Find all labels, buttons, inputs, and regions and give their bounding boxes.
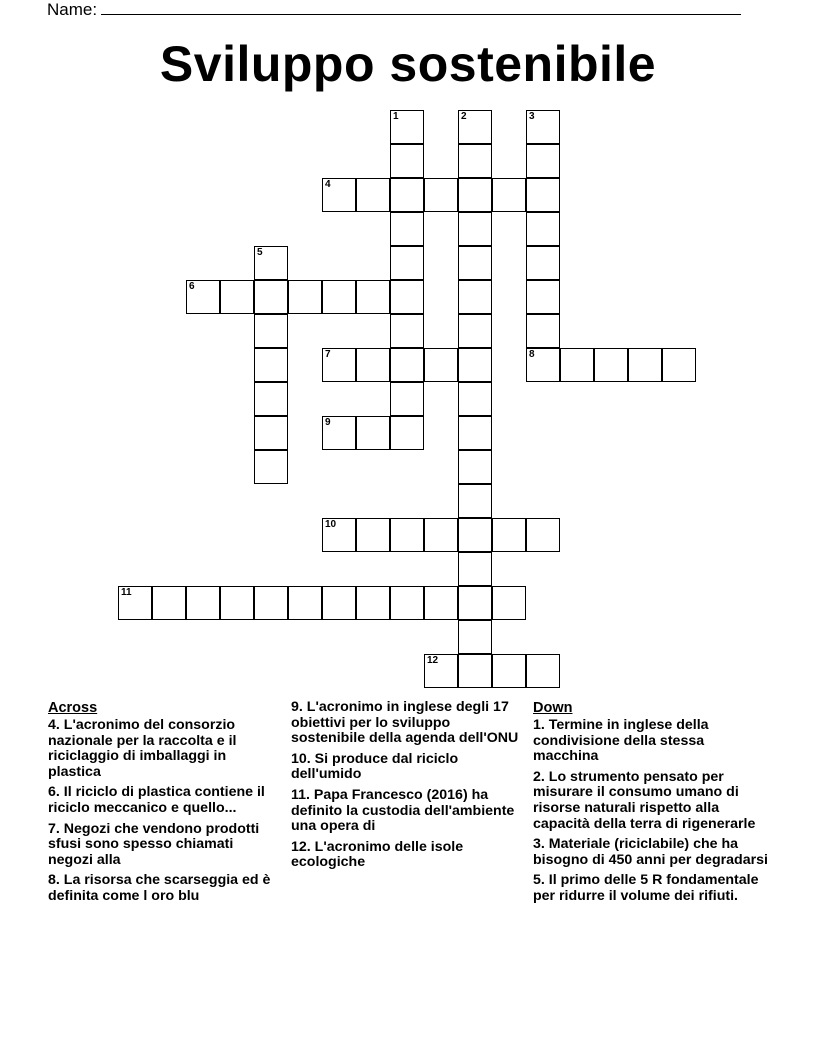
- grid-cell[interactable]: [458, 450, 492, 484]
- clue-number: 1: [393, 111, 399, 122]
- grid-cell[interactable]: [458, 416, 492, 450]
- grid-cell[interactable]: [254, 246, 288, 280]
- grid-cell[interactable]: [458, 348, 492, 382]
- clue-number: 11.: [291, 786, 310, 803]
- clue-text: Lo strumento pensato per misurare il consumo umano di risorse naturali rispetto alla capacità della terra di rigenerarle: [533, 768, 756, 832]
- grid-cell[interactable]: [390, 178, 424, 212]
- clue-text: Negozi che vendono prodotti sfusi sono spesso chiamati negozi alla: [48, 820, 260, 868]
- clue-text: Si produce dal riciclo dell'umido: [291, 750, 459, 783]
- grid-cell[interactable]: [322, 416, 356, 450]
- grid-cell[interactable]: [254, 416, 288, 450]
- across-clue-list-continued: [291, 700, 519, 871]
- clue-number: 3: [529, 111, 535, 122]
- clue-number: 3.: [533, 836, 545, 853]
- clue-text: L'acronimo in inglese degli 17 obiettivi per lo sviluppo sostenibile della agenda dell'ONU: [291, 699, 519, 747]
- grid-cell[interactable]: [458, 212, 492, 246]
- across-column: [48, 700, 280, 910]
- grid-cell[interactable]: [492, 178, 526, 212]
- clue-item: [291, 752, 519, 783]
- grid-cell[interactable]: [322, 280, 356, 314]
- clue-number: 9.: [291, 699, 303, 715]
- grid-cell[interactable]: [254, 280, 288, 314]
- grid-cell[interactable]: [390, 212, 424, 246]
- clue-text: Materiale (riciclabile) che ha bisogno di 450 anni per degradarsi: [533, 836, 768, 868]
- down-heading: Down: [533, 700, 573, 716]
- clue-number: 1.: [533, 717, 545, 733]
- grid-cell[interactable]: [390, 144, 424, 178]
- grid-cell[interactable]: [322, 518, 356, 552]
- grid-cell[interactable]: [458, 518, 492, 552]
- grid-cell[interactable]: [254, 348, 288, 382]
- grid-cell[interactable]: [458, 552, 492, 586]
- clue-text: Il primo delle 5 R fondamentale per ridurre il volume dei rifiuti.: [533, 872, 759, 904]
- down-clue-list: [533, 718, 769, 905]
- grid-cell[interactable]: [526, 314, 560, 348]
- across-heading: Across: [48, 700, 98, 716]
- grid-cell[interactable]: [288, 586, 322, 620]
- grid-cell[interactable]: [526, 348, 560, 382]
- clue-item: [533, 770, 769, 832]
- clue-item: [533, 873, 769, 904]
- grid-cell[interactable]: [458, 620, 492, 654]
- grid-cell[interactable]: [356, 280, 390, 314]
- clue-text: Termine in inglese della condivisione della stessa macchina: [533, 717, 709, 765]
- grid-cell[interactable]: [424, 348, 458, 382]
- grid-cell[interactable]: [492, 586, 526, 620]
- grid-cell[interactable]: [662, 348, 696, 382]
- grid-cell[interactable]: [390, 110, 424, 144]
- grid-cell[interactable]: [526, 654, 560, 688]
- grid-cell[interactable]: [458, 484, 492, 518]
- clue-number: 4.: [48, 717, 60, 733]
- clue-number: 12: [427, 655, 439, 666]
- grid-cell[interactable]: [186, 280, 220, 314]
- clue-item: [291, 700, 519, 747]
- clue-item: [48, 785, 280, 816]
- clue-text: L'acronimo delle isole ecologiche: [291, 838, 464, 871]
- clue-item: [533, 837, 769, 868]
- grid-cell[interactable]: [322, 586, 356, 620]
- grid-cell[interactable]: [390, 280, 424, 314]
- grid-cell[interactable]: [458, 110, 492, 144]
- grid-cell[interactable]: [356, 586, 390, 620]
- grid-cell[interactable]: [220, 280, 254, 314]
- grid-cell[interactable]: [458, 314, 492, 348]
- clue-text: Papa Francesco (2016) ha definito la custodia dell'ambiente una opera di: [291, 786, 515, 835]
- clue-text: L'acronimo del consorzio nazionale per la raccolta e il riciclaggio di imballaggi in plastica: [48, 717, 237, 780]
- grid-cell[interactable]: [118, 586, 152, 620]
- grid-cell[interactable]: [322, 178, 356, 212]
- grid-cell[interactable]: [458, 280, 492, 314]
- grid-cell[interactable]: [254, 586, 288, 620]
- clue-text: Il riciclo di plastica contiene il riciclo meccanico e quello...: [48, 784, 265, 816]
- clue-text: La risorsa che scarseggia ed è definita come l oro blu: [48, 872, 271, 904]
- grid-cell[interactable]: [526, 246, 560, 280]
- grid-cell[interactable]: [186, 586, 220, 620]
- clue-item: [533, 718, 769, 765]
- grid-cell[interactable]: [628, 348, 662, 382]
- grid-cell[interactable]: [390, 314, 424, 348]
- grid-cell[interactable]: [288, 280, 322, 314]
- grid-cell[interactable]: [526, 178, 560, 212]
- grid-cell[interactable]: [254, 450, 288, 484]
- clue-number: 7: [325, 349, 331, 360]
- grid-cell[interactable]: [458, 144, 492, 178]
- grid-cell[interactable]: [526, 212, 560, 246]
- grid-cell[interactable]: [322, 348, 356, 382]
- grid-cell[interactable]: [560, 348, 594, 382]
- clue-item: [291, 788, 519, 835]
- grid-cell[interactable]: [356, 518, 390, 552]
- grid-cell[interactable]: [458, 246, 492, 280]
- clue-number: 5.: [533, 872, 545, 889]
- clue-item: [48, 822, 280, 869]
- grid-cell[interactable]: [526, 144, 560, 178]
- grid-cell[interactable]: [356, 416, 390, 450]
- grid-cell[interactable]: [492, 518, 526, 552]
- clue-number: 8.: [48, 872, 60, 889]
- clue-number: 2.: [533, 768, 545, 785]
- grid-cell[interactable]: [424, 178, 458, 212]
- clue-number: 4: [325, 179, 331, 190]
- grid-cell[interactable]: [254, 382, 288, 416]
- grid-cell[interactable]: [390, 382, 424, 416]
- grid-cell[interactable]: [458, 586, 492, 620]
- grid-cell[interactable]: [458, 178, 492, 212]
- grid-cell[interactable]: [424, 518, 458, 552]
- grid-cell[interactable]: [356, 178, 390, 212]
- clue-number: 11: [121, 587, 132, 598]
- clue-item: [291, 840, 519, 871]
- grid-cell[interactable]: [526, 280, 560, 314]
- clue-number: 12.: [291, 838, 311, 855]
- grid-cell[interactable]: [424, 654, 458, 688]
- grid-cell[interactable]: [390, 416, 424, 450]
- clue-number: 2: [461, 111, 467, 122]
- across-column-continued: [291, 700, 519, 876]
- clue-item: [48, 873, 280, 904]
- grid-cell[interactable]: [390, 518, 424, 552]
- clue-number: 9: [325, 417, 331, 428]
- clue-number: 5: [257, 247, 263, 258]
- grid-cell[interactable]: [458, 382, 492, 416]
- grid-cell[interactable]: [526, 518, 560, 552]
- grid-cell[interactable]: [390, 586, 424, 620]
- clue-number: 10.: [291, 750, 311, 767]
- clue-number: 10: [325, 519, 337, 530]
- name-label: Name:: [47, 0, 98, 19]
- grid-cell[interactable]: [152, 586, 186, 620]
- clue-number: 6: [189, 281, 195, 292]
- clue-number: 7.: [48, 820, 60, 837]
- grid-cell[interactable]: [390, 348, 424, 382]
- grid-cell[interactable]: [526, 110, 560, 144]
- grid-cell[interactable]: [356, 348, 390, 382]
- grid-cell[interactable]: [492, 654, 526, 688]
- grid-cell[interactable]: [594, 348, 628, 382]
- clue-item: [48, 718, 280, 780]
- grid-cell[interactable]: [220, 586, 254, 620]
- down-column: [533, 700, 769, 910]
- grid-cell[interactable]: [424, 586, 458, 620]
- clue-number: 6.: [48, 784, 60, 801]
- across-clue-list: [48, 718, 280, 905]
- grid-cell[interactable]: [390, 246, 424, 280]
- grid-cell[interactable]: [254, 314, 288, 348]
- clue-number: 8: [529, 349, 535, 360]
- grid-cell[interactable]: [458, 654, 492, 688]
- page-title: Sviluppo sostenibile: [159, 36, 657, 92]
